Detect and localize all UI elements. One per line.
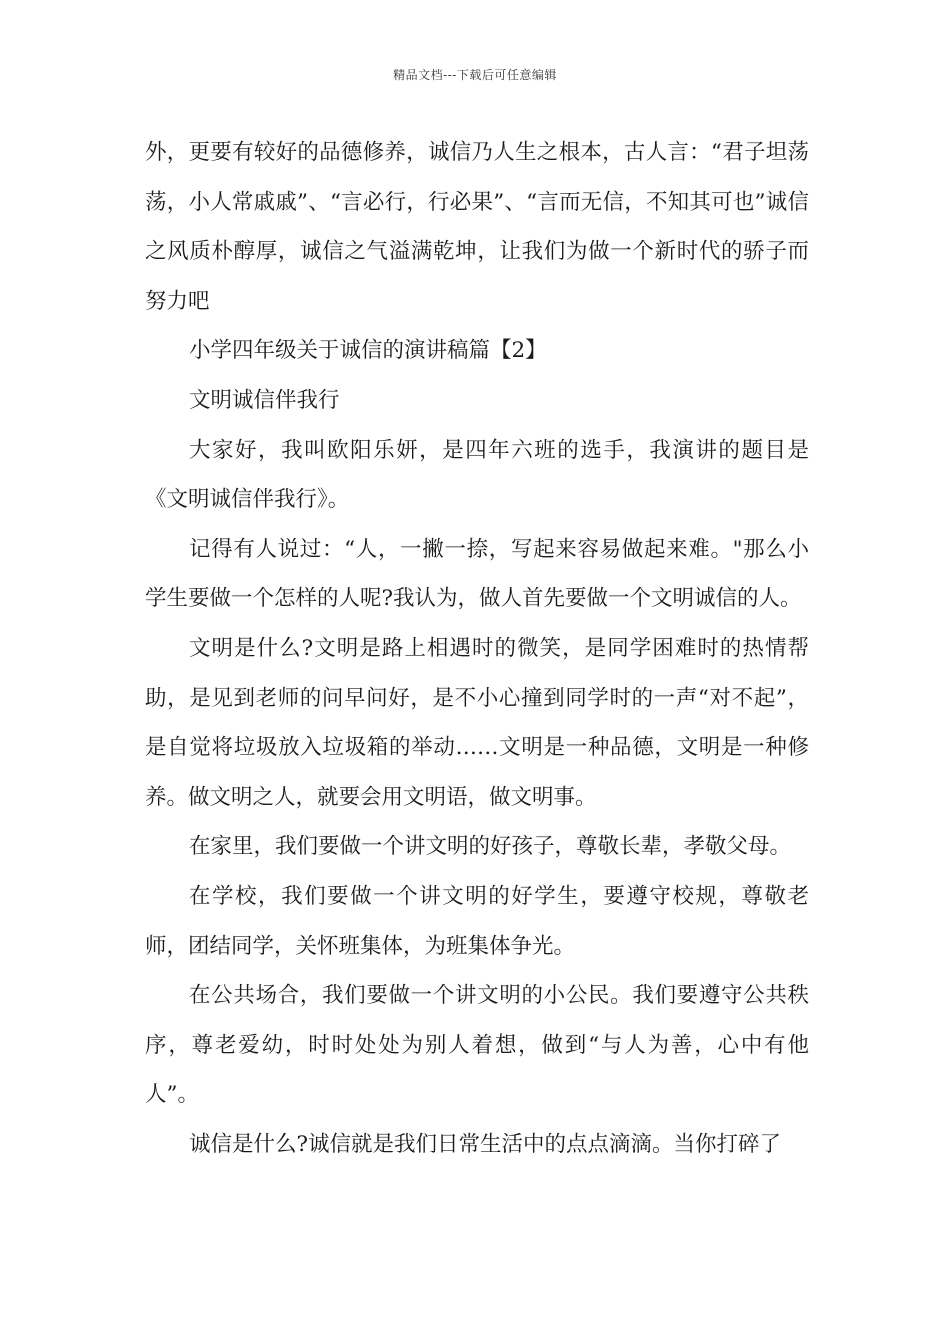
paragraph-1: 外，更要有较好的品德修养，诚信乃人生之根本，古人言：“君子坦荡荡，小人常戚戚”、“言必行，行必果”、“言而无信，不知其可也”诚信之风质朴醇厚，诚信之气溢满乾坤，让我们为做一个新时代的骄子而努力吧 — [145, 140, 809, 314]
paragraph-school: 在学校，我们要做一个讲文明的好学生，要遵守校规，尊敬老师，团结同学，关怀班集体，为班集体争光。 — [145, 883, 809, 959]
page-header: 精品文档---下载后可任意编辑 — [393, 68, 557, 82]
paragraph-civility: 文明是什么?文明是路上相遇时的微笑，是同学困难时的热情帮助，是见到老师的问早问好，是不小心撞到同学时的一声“对不起”，是自觉将垃圾放入垃圾箱的举动……文明是一种品德，文明是一种修养。做文明之人，就要会用文明语，做文明事。 — [145, 635, 809, 810]
section-heading: 小学四年级关于诚信的演讲稿篇【2】 — [189, 338, 547, 364]
paragraph-home: 在家里，我们要做一个讲文明的好孩子，尊敬长辈，孝敬父母。 — [189, 834, 792, 860]
paragraph-public: 在公共场合，我们要做一个讲文明的小公民。我们要遵守公共秩序，尊老爱幼，时时处处为别人着想，做到“与人为善，心中有他人”。 — [145, 983, 809, 1108]
paragraph-honesty: 诚信是什么?诚信就是我们日常生活中的点点滴滴。当你打碎了 — [189, 1131, 782, 1157]
speech-title: 文明诚信伴我行 — [189, 387, 340, 413]
paragraph-quote: 记得有人说过：“人，一撇一捺，写起来容易做起来难。"那么小学生要做一个怎样的人呢?我认为，做人首先要做一个文明诚信的人。 — [145, 536, 809, 612]
paragraph-intro: 大家好，我叫欧阳乐妍，是四年六班的选手，我演讲的题目是《文明诚信伴我行》。 — [145, 437, 809, 513]
document-body — [145, 128, 809, 1169]
